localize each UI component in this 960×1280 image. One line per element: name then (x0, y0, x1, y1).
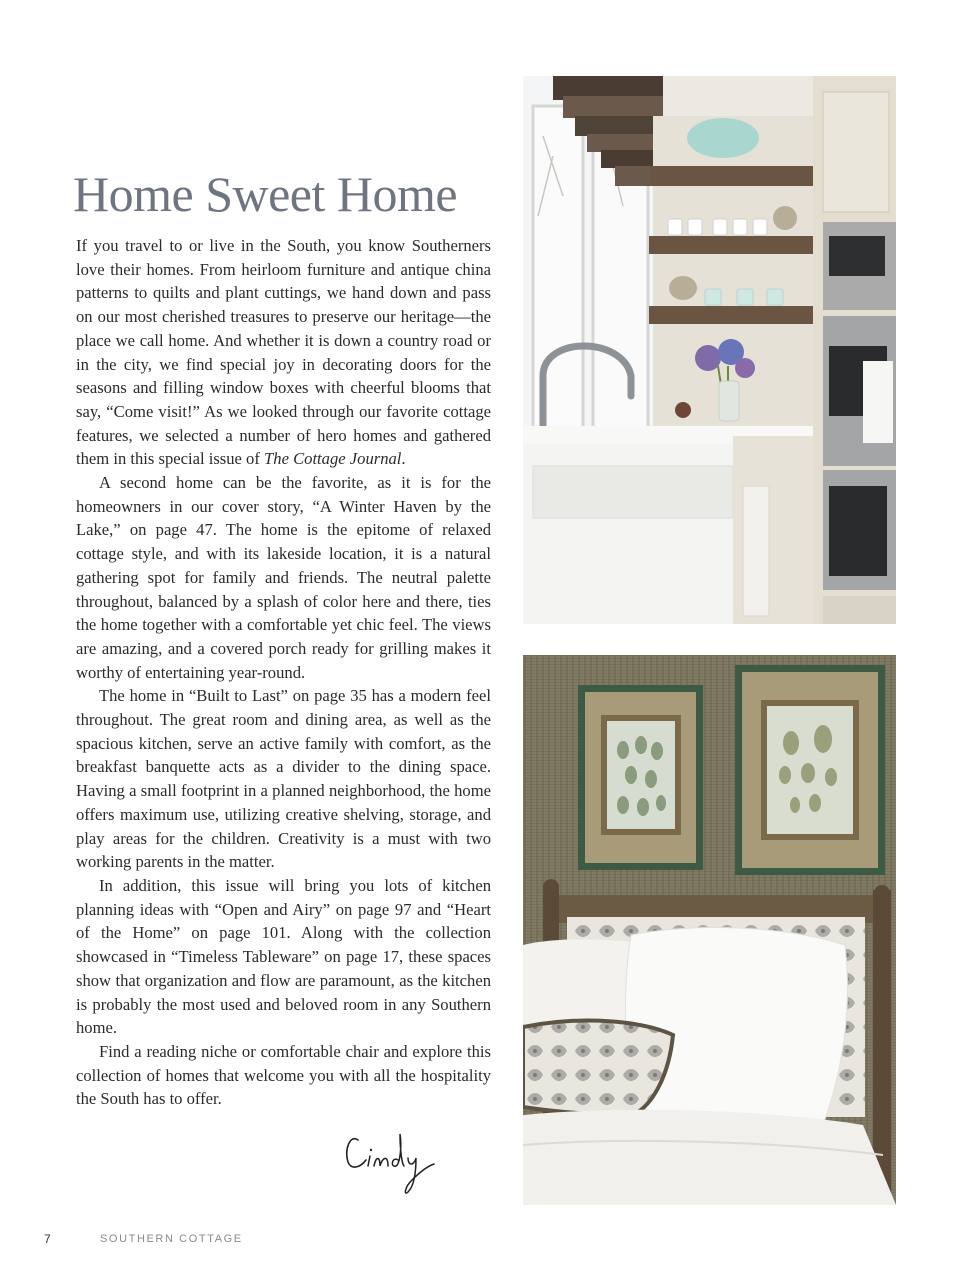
paragraph-1 (76, 234, 491, 471)
paragraph-1-end: . (401, 449, 406, 469)
article-title: Home Sweet Home (73, 166, 458, 222)
bedroom-photo (523, 655, 896, 1205)
paragraph-1-text: If you travel to or live in the South, you know Southerners love their homes. From heirloom furniture and antique china patterns to quilts and plant cuttings, we hand down and pass on our most cherished treasures to preserve our heritage—the place we call home. And whether it is down a country road or in the city, we find special joy in decorating doors for the seasons and filling window boxes with cheerful blooms that say, “Come visit!” As we looked through our favorite cottage features, we selected a number of hero homes and gathered them in this special issue of (76, 236, 491, 469)
kitchen-photo (523, 76, 896, 624)
article-body (76, 234, 491, 1111)
paragraph-5: Find a reading niche or comfortable chair and explore this collection of homes that welcome you with all the hospitality the South has to offer. (76, 1041, 491, 1109)
paragraph-4: In addition, this issue will bring you lots of kitchen planning ideas with “Open and Airy” on page 97 and “Heart of the Home” on page 101. Along with the collection showcased in “Timeless Tableware” on page 17, these spaces show that organization and flow are paramount, as the kitchen is probably the most used and beloved room in any Southern home. (76, 875, 491, 1038)
magazine-title-italic: The Cottage Journal (264, 449, 402, 469)
paragraph-2: A second home can be the favorite, as it is for the homeowners in our cover story, “A Winter Haven by the Lake,” on page 47. The home is the epitome of relaxed cottage style, and with its lakeside location, it is a natural gathering spot for family and friends. The neutral palette throughout, balanced by a splash of color here and there, ties the home together with a comfortable yet chic feel. The views are amazing, and a covered porch ready for grilling makes it worthy of entertaining year-round. (76, 473, 491, 682)
paragraph-3: The home in “Built to Last” on page 35 has a modern feel throughout. The great room and dining area, as well as the spacious kitchen, serve an active family with comfort, as the breakfast banquette acts as a divider to the dining space. Having a small footprint in a planned neighborhood, the home offers maximum use, utilizing creative shelving, storage, and play areas for the children. Creativity is a must with two working parents in the matter. (76, 686, 491, 872)
signature (342, 1126, 438, 1198)
page-number: 7 (44, 1232, 51, 1246)
magazine-name: SOUTHERN COTTAGE (100, 1233, 243, 1245)
